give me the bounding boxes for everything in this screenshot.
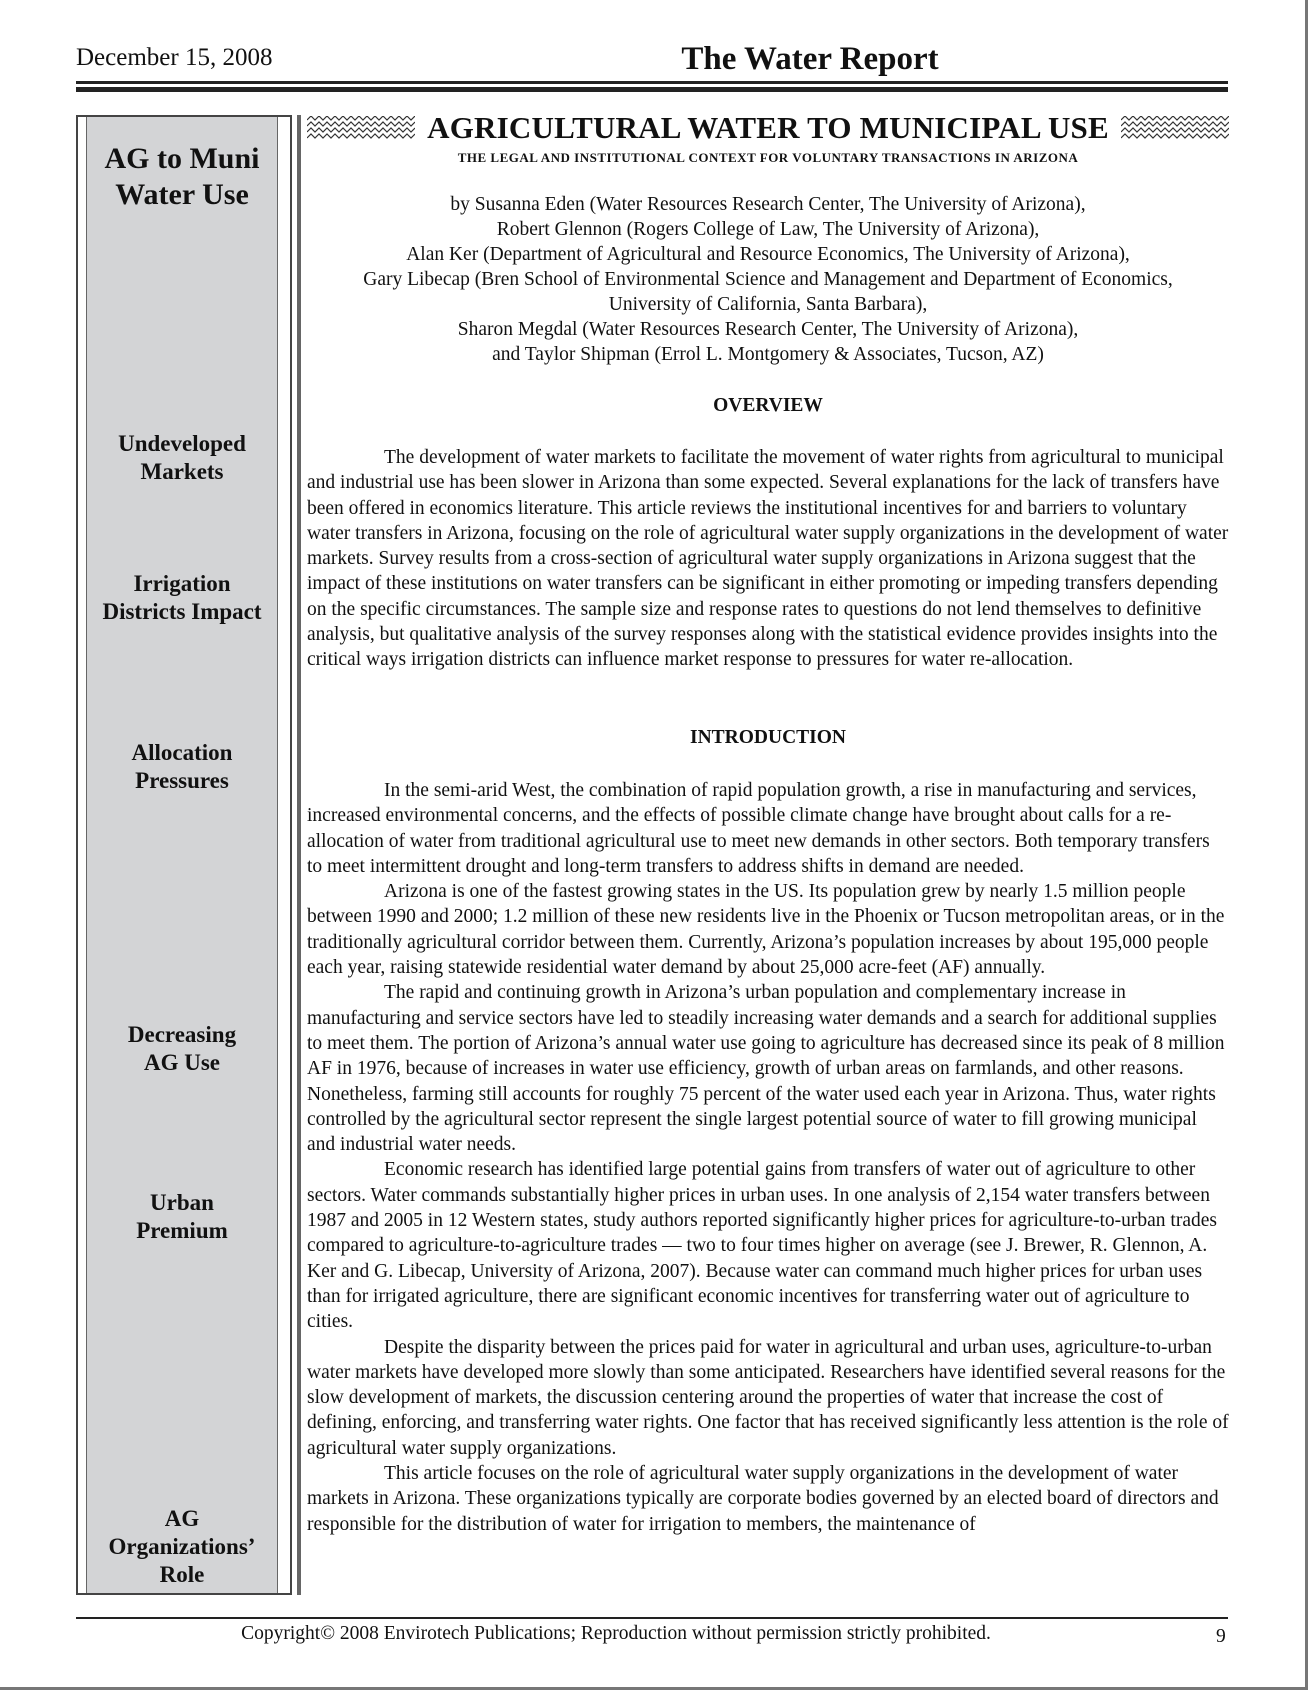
article-subtitle: THE LEGAL AND INSTITUTIONAL CONTEXT FOR VOLUNTARY TRANSACTIONS IN ARIZONA — [457, 150, 1079, 165]
sidebar-label-undeveloped-markets — [87, 430, 277, 486]
sidebar-label-line: Allocation — [131, 740, 233, 765]
byline-line: Robert Glennon (Rogers College of Law, The University of Arizona), — [496, 219, 1040, 240]
article-title-row — [307, 108, 1229, 148]
sidebar-title-line: Water Use — [115, 178, 249, 211]
sidebar — [76, 115, 292, 1595]
article-title: AGRICULTURAL WATER TO MUNICIPAL USE — [427, 110, 1109, 145]
sidebar-label-line: Organizations’ — [108, 1534, 256, 1559]
sidebar-title — [87, 141, 277, 213]
zigzag-ornament-left — [307, 116, 415, 140]
sidebar-label-line: Premium — [136, 1218, 228, 1243]
byline-line: University of California, Santa Barbara), — [608, 294, 928, 315]
overview-section — [307, 445, 1229, 673]
sidebar-label-urban-premium — [87, 1189, 277, 1245]
sidebar-label-ag-organizations-role — [87, 1505, 277, 1589]
publication-title: The Water Report — [681, 41, 939, 77]
introduction-paragraph: This article focuses on the role of agricultural water supply organizations in the development of water markets in Arizona. These organizations typically are corporate bodies governed by an elected board of directors and responsible for the distribution of water for irrigation to members, the maintenance of — [307, 1463, 1219, 1535]
byline-line: by Susanna Eden (Water Resources Research Center, The University of Arizona), — [450, 194, 1086, 215]
sidebar-label-irrigation-districts — [87, 570, 277, 626]
issue-date: December 15, 2008 — [76, 44, 273, 71]
author-byline — [307, 192, 1229, 367]
introduction-paragraph: Despite the disparity between the prices paid for water in agricultural and urban uses, agriculture-to-urban water markets have developed more slowly than some anticipated. Researchers have identified several reasons for the slow development of markets, the discussion centering around the properties of water that increase the cost of defining, enforcing, and transferring water rights. One factor that has received significantly less attention is the role of agricultural water supply organizations. — [307, 1336, 1229, 1459]
introduction-heading: INTRODUCTION — [689, 727, 847, 748]
byline-line: Alan Ker (Department of Agricultural and Resource Economics, The University of Arizona), — [406, 244, 1130, 265]
sidebar-panel — [86, 117, 278, 1593]
introduction-paragraph: The rapid and continuing growth in Arizona’s urban population and complementary increase in manufacturing and service sectors have led to steadily increasing water demands and a search for additional supplies to meet them. The portion of Arizona’s annual water use going to agriculture has decreased since its peak of 8 million AF in 1976, because of increases in water use efficiency, growth of urban areas on farmlands, and other reasons. Nonetheless, farming still accounts for roughly 75 percent of the water used each year in Arizona. Thus, water rights controlled by the agricultural sector represent the single largest potential source of water to fill growing municipal and industrial water needs. — [307, 982, 1225, 1156]
sidebar-label-line: Urban — [150, 1190, 214, 1215]
sidebar-label-line: Irrigation — [133, 571, 231, 596]
sidebar-title-line: AG to Muni — [104, 142, 260, 175]
sidebar-label-allocation-pressures — [87, 739, 277, 795]
byline-line: and Taylor Shipman (Errol L. Montgomery & Associates, Tucson, AZ) — [492, 344, 1044, 365]
zigzag-ornament-right — [1121, 116, 1229, 140]
copyright-notice: Copyright© 2008 Envirotech Publications; Reproduction without permission strictly prohibited. — [241, 1623, 991, 1644]
introduction-section — [307, 778, 1229, 1537]
byline-line: Gary Libecap (Bren School of Environmental Science and Management and Department of Economics, — [363, 269, 1173, 290]
sidebar-label-line: AG Use — [143, 1050, 221, 1075]
column-divider — [297, 115, 301, 1595]
sidebar-label-decreasing-ag-use — [87, 1021, 277, 1077]
page-number: 9 — [1216, 1626, 1226, 1647]
sidebar-label-line: Undeveloped — [118, 431, 246, 456]
sidebar-label-line: Decreasing — [127, 1022, 237, 1047]
introduction-paragraph: In the semi-arid West, the combination of rapid population growth, a rise in manufacturing and services, increased environmental concerns, and the effects of possible climate change have brought about calls for a re-allocation of water from traditional agricultural use to meet new demands in other sectors. Both temporary transfers to meet intermittent drought and long-term transfers to address shifts in demand are needed. — [307, 780, 1210, 877]
sidebar-label-line: AG — [164, 1506, 200, 1531]
header-rule — [76, 81, 1228, 92]
introduction-paragraph: Economic research has identified large potential gains from transfers of water out of agriculture to other sectors. Water commands substantially higher prices in urban uses. In one analysis of 2,154 water transfers between 1987 and 2005 in 12 Western states, study authors reported significantly higher prices for agriculture-to-urban trades compared to agriculture-to-agriculture trades — two to four times higher on average (see J. Brewer, R. Glennon, A. Ker and G. Libecap, University of Arizona, 2007). Because water can command much higher prices for urban uses than for irrigated agriculture, there are significant economic incentives for transferring water out of agriculture to cities. — [307, 1159, 1217, 1333]
overview-heading: OVERVIEW — [713, 395, 823, 416]
footer-rule — [76, 1617, 1228, 1619]
byline-line: Sharon Megdal (Water Resources Research Center, The University of Arizona), — [457, 319, 1079, 340]
sidebar-label-line: Markets — [140, 459, 224, 484]
sidebar-label-line: Pressures — [135, 768, 229, 793]
introduction-paragraph: Arizona is one of the fastest growing states in the US. Its population grew by nearly 1.5 million people between 1990 and 2000; 1.2 million of these new residents live in the Phoenix or Tucson metropolitan areas, or in the traditionally agricultural corridor between them. Currently, Arizona’s population increases by about 195,000 people each year, raising statewide residential water demand by about 25,000 acre-feet (AF) annually. — [307, 881, 1225, 979]
overview-paragraph: The development of water markets to facilitate the movement of water rights from agricultural to municipal and industrial use has been slower in Arizona than some expected. Several explanations for the lack of transfers have been offered in economics literature. This article reviews the institutional incentives for and barriers to voluntary water transfers in Arizona, focusing on the role of agricultural water supply organizations in the development of water markets. Survey results from a cross-section of agricultural water supply organizations in Arizona suggest that the impact of these institutions on water transfers can be significant in either promoting or impeding transfers depending on the specific circumstances. The sample size and response rates to questions do not lend themselves to definitive analysis, but qualitative analysis of the survey responses along with the statistical evidence provides insights into the critical ways irrigation districts can influence market response to pressures for water re-allocation. — [307, 447, 1229, 671]
sidebar-label-line: Role — [159, 1562, 205, 1587]
sidebar-label-line: Districts Impact — [102, 599, 262, 624]
